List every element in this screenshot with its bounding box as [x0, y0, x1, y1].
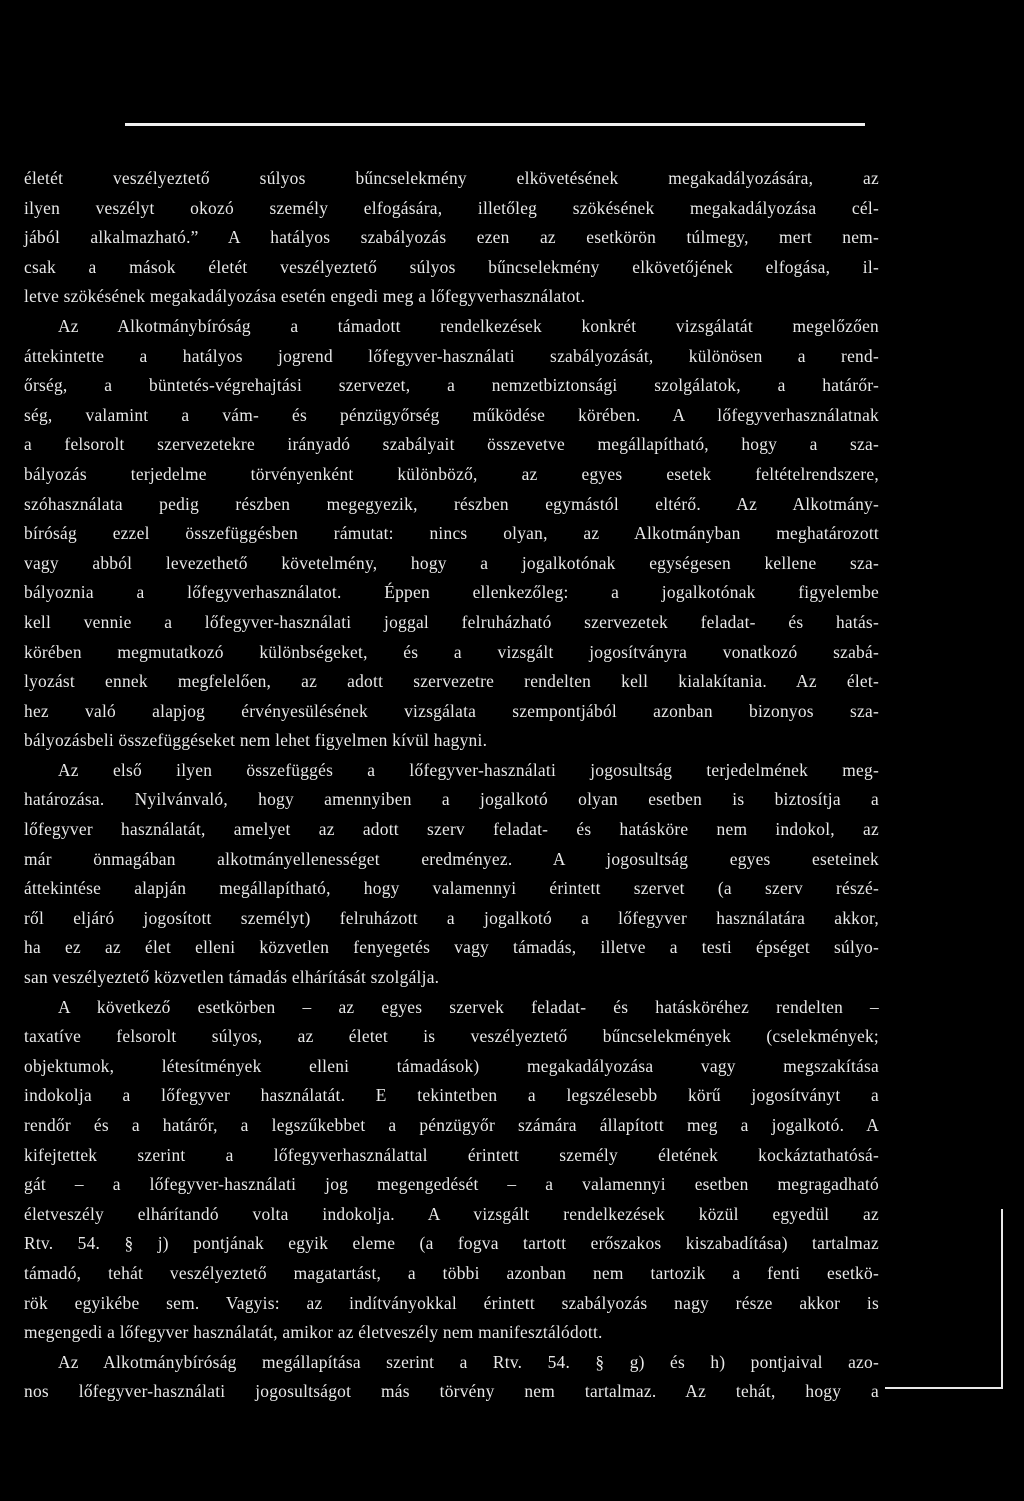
margin-bracket: [885, 1209, 1003, 1389]
text-line: Az Alkotmánybíróság megállapítása szerint a Rtv. 54. § g) és h) pontjaival azo-: [58, 1351, 879, 1372]
text-line: életét veszélyeztető súlyos bűncselekmény elkövetésének megakadályozására, az: [24, 168, 879, 188]
text-line: bályozás terjedelme törvényenként különböző, az egyes esetek feltételrendszere,: [24, 463, 879, 484]
paragraph: [24, 312, 879, 756]
text-line: san veszélyeztető közvetlen támadás elhárítását szolgálja.: [24, 967, 440, 988]
text-line: rök egyikébe sem. Vagyis: az indítványokkal érintett szabályozás nagy része akkor is: [24, 1292, 879, 1313]
text-line: körében megmutatkozó különbségeket, és a vizsgált jogosítványra vonatkozó szabá-: [24, 641, 879, 662]
text-line: bályoznia a lőfegyverhasználatot. Éppen ellenkezőleg: a jogalkotónak figyelembe: [24, 582, 879, 603]
text-line: indokolja a lőfegyver használatát. E tekintetben a legszélesebb körű jogosítványt a: [24, 1085, 879, 1106]
text-line: taxatíve felsorolt súlyos, az életet is veszélyeztető bűncselekmények (cselekmények;: [24, 1026, 879, 1047]
text-line: Az első ilyen összefüggés a lőfegyver-használati jogosultság terjedelmének meg-: [58, 759, 879, 780]
text-line: ről eljáró jogosított személyt) felruházott a jogalkotó a lőfegyver használatára akkor,: [24, 907, 879, 928]
text-line: Rtv. 54. § j) pontjának egyik eleme (a fogva tartott erőszakos kiszabadítása) tartalmaz: [24, 1233, 879, 1254]
text-line: kell vennie a lőfegyver-használati joggal felruházható szervezetek feladat- és hatás-: [24, 611, 879, 632]
text-line: vagy abból levezethető követelmény, hogy a jogalkotónak egységesen kellene sza-: [24, 552, 879, 573]
body-text: [24, 164, 879, 1407]
text-line: letve szökésének megakadályozása esetén engedi meg a lőfegyverhasználatot.: [24, 286, 586, 307]
text-line: csak a mások életét veszélyeztető súlyos bűncselekmény elkövetőjének elfogása, il-: [24, 256, 879, 277]
paragraph: [24, 164, 879, 312]
text-line: lőfegyver használatát, amelyet az adott szerv feladat- és hatásköre nem indokol, az: [24, 819, 879, 840]
text-line: nos lőfegyver-használati jogosultságot más törvény nem tartalmaz. Az tehát, hogy a: [24, 1381, 879, 1402]
text-line: áttekintette a hatályos jogrend lőfegyver-használati szabályozását, különösen a rend-: [24, 345, 879, 366]
text-line: ha ez az élet elleni közvetlen fenyegetés vagy támadás, illetve a testi épséget súlyo-: [24, 937, 879, 958]
paragraph: [24, 993, 879, 1348]
text-line: A következő esetkörben – az egyes szervek feladat- és hatásköréhez rendelten –: [58, 996, 879, 1017]
text-line: őrség, a büntetés-végrehajtási szervezet, a nemzetbiztonsági szolgálatok, a határőr-: [24, 375, 879, 396]
text-line: objektumok, létesítmények elleni támadások) megakadályozása vagy megszakítása: [24, 1055, 879, 1076]
text-line: ség, valamint a vám- és pénzügyőrség működése körében. A lőfegyverhasználatnak: [24, 404, 879, 425]
text-line: ilyen veszélyt okozó személy elfogására, illetőleg szökésének megakadályozása cél-: [24, 197, 879, 218]
text-line: jából alkalmazható.” A hatályos szabályozás ezen az esetkörön túlmegy, mert nem-: [24, 227, 879, 248]
text-line: bíróság ezzel összefüggésben rámutat: nincs olyan, az Alkotmányban meghatározott: [24, 523, 879, 544]
text-line: áttekintése alapján megállapítható, hogy valamennyi érintett szervet (a szerv részé-: [24, 878, 879, 899]
text-line: megengedi a lőfegyver használatát, amikor az életveszély nem manifesztálódott.: [24, 1322, 603, 1343]
text-line: határozása. Nyilvánvaló, hogy amennyiben a jogalkotó olyan esetben is biztosítja a: [24, 789, 879, 810]
text-line: életveszély elhárítandó volta indokolja. A vizsgált rendelkezések közül egyedül az: [24, 1203, 879, 1224]
text-line: kifejtettek szerint a lőfegyverhasználattal érintett személy életének kockáztathatósá-: [24, 1144, 879, 1165]
text-line: bályozásbeli összefüggéseket nem lehet figyelmen kívül hagyni.: [24, 730, 488, 751]
text-line: támadó, tehát veszélyeztető magatartást, a többi azonban nem tartozik a fenti esetkö-: [24, 1262, 879, 1283]
text-line: szóhasználata pedig részben megegyezik, részben egymástól eltérő. Az Alkotmány-: [24, 493, 879, 514]
text-line: hez való alapjog érvényesülésének vizsgálata szempontjából azonban bizonyos sza-: [24, 700, 879, 721]
text-line: lyozást ennek megfelelően, az adott szervezetre rendelten kell kialakítania. Az élet-: [24, 671, 879, 692]
text-line: Az Alkotmánybíróság a támadott rendelkezések konkrét vizsgálatát megelőzően: [58, 315, 879, 336]
text-line: már önmagában alkotmányellenességet eredményez. A jogosultság egyes eseteinek: [24, 848, 879, 869]
text-line: a felsorolt szervezetekre irányadó szabályait összevetve megállapítható, hogy a sza-: [24, 434, 879, 455]
paragraph: [24, 756, 879, 993]
text-line: gát – a lőfegyver-használati jog megengedését – a valamennyi esetben megragadható: [24, 1174, 879, 1195]
paragraph: [24, 1348, 879, 1407]
header-rule: [125, 123, 865, 126]
text-line: rendőr és a határőr, a legszűkebbet a pénzügyőr számára állapított meg a jogalkotó. A: [24, 1115, 879, 1135]
